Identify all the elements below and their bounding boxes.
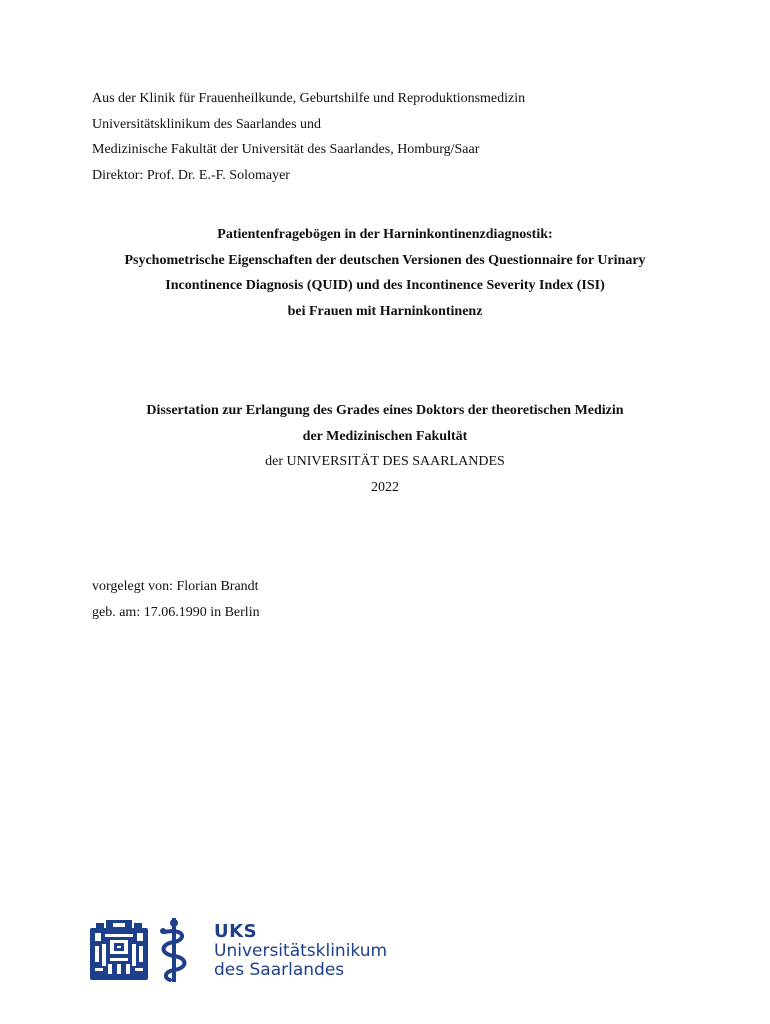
birth-info: geb. am: 17.06.1990 in Berlin <box>92 604 260 620</box>
hospital-line: Universitätsklinikum des Saarlandes und <box>92 116 322 132</box>
degree-line: Dissertation zur Erlangung des Grades eines Doktors der theoretischen Medizin <box>146 403 624 418</box>
logo-name-line-1: Universitätsklinikum <box>214 941 388 961</box>
title-line-1: Patientenfragebögen in der Harninkontinenzdiagnostik: <box>217 227 553 242</box>
faculty-line: Medizinische Fakultät der Universität des Saarlandes, Homburg/Saar <box>92 142 480 157</box>
institution-header <box>92 86 525 188</box>
logo-wordmark <box>214 922 387 980</box>
dissertation-statement <box>60 398 710 500</box>
director-line: Direktor: Prof. Dr. E.-F. Solomayer <box>92 167 290 183</box>
submitted-by: vorgelegt von: Florian Brandt <box>92 579 259 594</box>
university-seal-icon <box>90 920 148 980</box>
title-line-2: Psychometrische Eigenschaften der deutschen Versionen des Questionnaire for Urinary <box>124 252 646 268</box>
uks-logo <box>90 918 390 984</box>
year: 2022 <box>371 479 399 495</box>
faculty-name-line: der Medizinischen Fakultät <box>302 428 468 444</box>
title-line-3: Incontinence Diagnosis (QUID) und des Incontinence Severity Index (ISI) <box>165 278 605 293</box>
author-info <box>92 574 260 625</box>
aesculapian-staff-icon <box>156 918 192 982</box>
clinic-line: Aus der Klinik für Frauenheilkunde, Geburtshilfe und Reproduktionsmedizin <box>92 91 526 106</box>
thesis-title <box>60 222 710 324</box>
logo-abbreviation: UKS <box>214 921 258 942</box>
university-line: der UNIVERSITÄT DES SAARLANDES <box>265 454 505 469</box>
title-line-4: bei Frauen mit Harninkontinenz <box>287 303 483 319</box>
logo-name-line-2: des Saarlandes <box>214 960 345 980</box>
